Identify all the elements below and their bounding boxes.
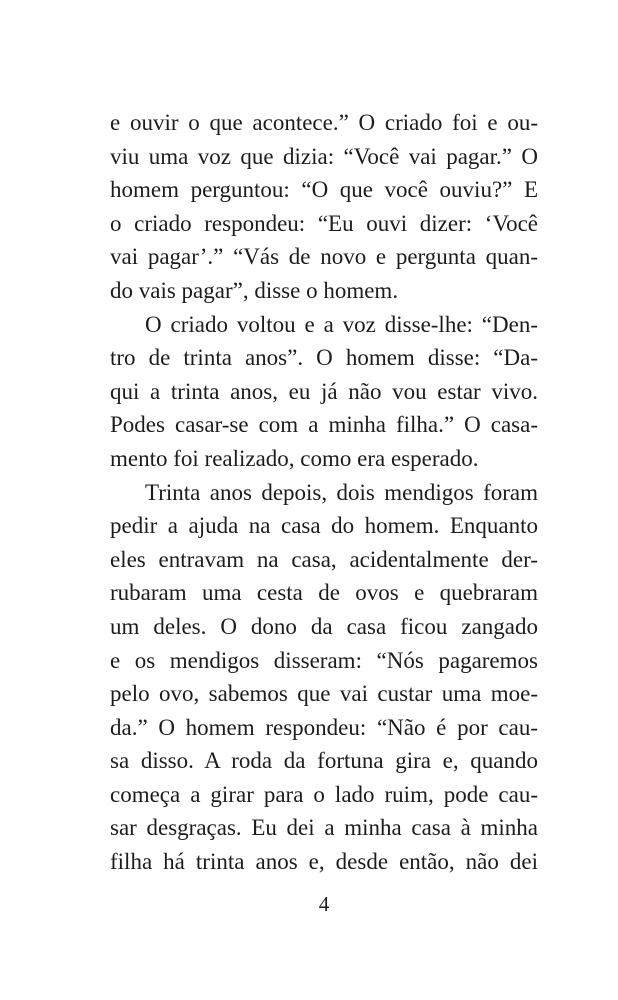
text-line: sa disso. A roda da fortuna gira e, quando <box>110 748 538 774</box>
text-line: pedir a ajuda na casa do homem. Enquanto <box>110 513 538 539</box>
text-line: do vais pagar”, disse o homem. <box>110 277 399 303</box>
text-line: começa a girar para o lado ruim, pode cau- <box>110 781 538 807</box>
text-line: viu uma voz que dizia: “Você vai pagar.” O <box>110 143 538 169</box>
text-line: Podes casar-se com a minha filha.” O casa- <box>110 412 538 438</box>
text-line: Trinta anos depois, dois mendigos foram <box>145 479 538 505</box>
text-line: filha há trinta anos e, desde então, não dei <box>110 849 538 875</box>
text-line: vai pagar’.” “Vás de novo e pergunta quan- <box>110 244 538 270</box>
text-line: sar desgraças. Eu dei a minha casa à minha <box>110 815 538 841</box>
text-line: qui a trinta anos, eu já não vou estar vivo. <box>110 378 538 404</box>
text-line: um deles. O dono da casa ficou zangado <box>110 613 538 639</box>
text-line: e ouvir o que acontece.” O criado foi e ou- <box>110 110 538 135</box>
text-line: o criado respondeu: “Eu ouvi dizer: ‘Você <box>110 210 538 236</box>
text-line: homem perguntou: “O que você ouviu?” E <box>110 177 538 203</box>
text-line: O criado voltou e a voz disse-lhe: “Den- <box>145 311 538 337</box>
text-line: e os mendigos disseram: “Nós pagaremos <box>110 647 538 673</box>
page-number: 4 <box>318 892 330 916</box>
text-line: eles entravam na casa, acidentalmente der- <box>110 546 538 572</box>
text-line: da.” O homem respondeu: “Não é por cau- <box>110 714 538 740</box>
text-line: rubaram uma cesta de ovos e quebraram <box>110 580 538 606</box>
body-text <box>110 106 538 879</box>
text-line: tro de trinta anos”. O homem disse: “Da- <box>110 345 538 371</box>
text-line: mento foi realizado, como era esperado. <box>110 445 479 471</box>
text-line: pelo ovo, sabemos que vai custar uma moe- <box>110 681 538 707</box>
